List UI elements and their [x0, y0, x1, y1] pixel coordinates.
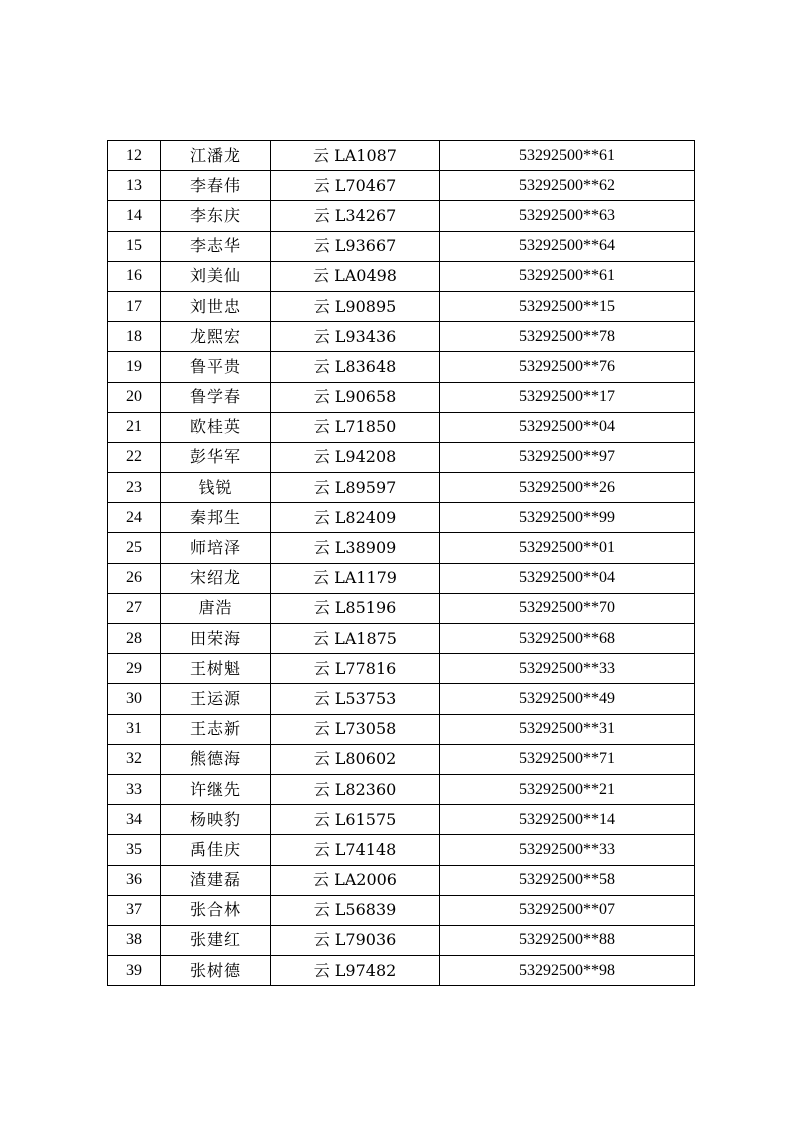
license-plate: 云 LA1179: [271, 563, 440, 593]
row-number: 28: [108, 624, 161, 654]
person-name: 师培泽: [161, 533, 271, 563]
person-name: 熊德海: [161, 744, 271, 774]
person-name: 许继先: [161, 774, 271, 804]
row-number: 32: [108, 744, 161, 774]
id-number: 53292500**07: [440, 895, 695, 925]
license-plate: 云 L73058: [271, 714, 440, 744]
id-number: 53292500**33: [440, 654, 695, 684]
table-row: [108, 865, 695, 895]
table-row: [108, 473, 695, 503]
id-number: 53292500**04: [440, 412, 695, 442]
license-plate: 云 L34267: [271, 201, 440, 231]
row-number: 36: [108, 865, 161, 895]
table-row: [108, 261, 695, 291]
id-number: 53292500**62: [440, 171, 695, 201]
license-plate: 云 L85196: [271, 593, 440, 623]
table-row: [108, 925, 695, 955]
id-number: 53292500**88: [440, 925, 695, 955]
id-number: 53292500**31: [440, 714, 695, 744]
table-row: [108, 684, 695, 714]
row-number: 30: [108, 684, 161, 714]
id-number: 53292500**49: [440, 684, 695, 714]
person-name: 鲁学春: [161, 382, 271, 412]
table-row: [108, 171, 695, 201]
license-plate: 云 LA0498: [271, 261, 440, 291]
table-row: [108, 654, 695, 684]
person-name: 张建红: [161, 925, 271, 955]
license-plate: 云 L70467: [271, 171, 440, 201]
license-plate: 云 L83648: [271, 352, 440, 382]
person-name: 李志华: [161, 231, 271, 261]
row-number: 19: [108, 352, 161, 382]
table-row: [108, 382, 695, 412]
roster-table: [107, 140, 695, 986]
person-name: 刘美仙: [161, 261, 271, 291]
table-row: [108, 774, 695, 804]
row-number: 21: [108, 412, 161, 442]
person-name: 钱锐: [161, 473, 271, 503]
id-number: 53292500**17: [440, 382, 695, 412]
license-plate: 云 L90895: [271, 291, 440, 321]
id-number: 53292500**15: [440, 291, 695, 321]
table-row: [108, 593, 695, 623]
license-plate: 云 L93667: [271, 231, 440, 261]
table-row: [108, 563, 695, 593]
id-number: 53292500**78: [440, 322, 695, 352]
id-number: 53292500**63: [440, 201, 695, 231]
person-name: 秦邦生: [161, 503, 271, 533]
person-name: 田荣海: [161, 624, 271, 654]
table-row: [108, 895, 695, 925]
row-number: 22: [108, 442, 161, 472]
person-name: 张合林: [161, 895, 271, 925]
row-number: 38: [108, 925, 161, 955]
table-row: [108, 291, 695, 321]
person-name: 江潘龙: [161, 141, 271, 171]
license-plate: 云 L61575: [271, 805, 440, 835]
id-number: 53292500**68: [440, 624, 695, 654]
person-name: 宋绍龙: [161, 563, 271, 593]
person-name: 唐浩: [161, 593, 271, 623]
table-row: [108, 533, 695, 563]
id-number: 53292500**98: [440, 956, 695, 986]
person-name: 龙熙宏: [161, 322, 271, 352]
id-number: 53292500**58: [440, 865, 695, 895]
license-plate: 云 L77816: [271, 654, 440, 684]
table-row: [108, 503, 695, 533]
id-number: 53292500**70: [440, 593, 695, 623]
row-number: 29: [108, 654, 161, 684]
id-number: 53292500**61: [440, 261, 695, 291]
row-number: 27: [108, 593, 161, 623]
row-number: 15: [108, 231, 161, 261]
id-number: 53292500**97: [440, 442, 695, 472]
table-row: [108, 442, 695, 472]
license-plate: 云 L97482: [271, 956, 440, 986]
roster-table-body: [108, 141, 695, 986]
row-number: 16: [108, 261, 161, 291]
license-plate: 云 LA1875: [271, 624, 440, 654]
person-name: 张树德: [161, 956, 271, 986]
license-plate: 云 L93436: [271, 322, 440, 352]
person-name: 李东庆: [161, 201, 271, 231]
person-name: 刘世忠: [161, 291, 271, 321]
person-name: 王志新: [161, 714, 271, 744]
license-plate: 云 L80602: [271, 744, 440, 774]
row-number: 18: [108, 322, 161, 352]
id-number: 53292500**61: [440, 141, 695, 171]
person-name: 禹佳庆: [161, 835, 271, 865]
license-plate: 云 L82409: [271, 503, 440, 533]
table-row: [108, 352, 695, 382]
row-number: 25: [108, 533, 161, 563]
row-number: 23: [108, 473, 161, 503]
row-number: 31: [108, 714, 161, 744]
row-number: 39: [108, 956, 161, 986]
person-name: 彭华军: [161, 442, 271, 472]
id-number: 53292500**04: [440, 563, 695, 593]
license-plate: 云 L74148: [271, 835, 440, 865]
table-row: [108, 744, 695, 774]
license-plate: 云 L71850: [271, 412, 440, 442]
id-number: 53292500**21: [440, 774, 695, 804]
table-row: [108, 624, 695, 654]
id-number: 53292500**14: [440, 805, 695, 835]
table-row: [108, 201, 695, 231]
person-name: 鲁平贵: [161, 352, 271, 382]
id-number: 53292500**64: [440, 231, 695, 261]
license-plate: 云 L53753: [271, 684, 440, 714]
table-row: [108, 231, 695, 261]
license-plate: 云 L94208: [271, 442, 440, 472]
table-row: [108, 412, 695, 442]
id-number: 53292500**01: [440, 533, 695, 563]
row-number: 33: [108, 774, 161, 804]
person-name: 李春伟: [161, 171, 271, 201]
person-name: 王运源: [161, 684, 271, 714]
id-number: 53292500**76: [440, 352, 695, 382]
license-plate: 云 L79036: [271, 925, 440, 955]
license-plate: 云 LA2006: [271, 865, 440, 895]
id-number: 53292500**71: [440, 744, 695, 774]
person-name: 渣建磊: [161, 865, 271, 895]
table-row: [108, 141, 695, 171]
table-row: [108, 835, 695, 865]
id-number: 53292500**33: [440, 835, 695, 865]
person-name: 王树魁: [161, 654, 271, 684]
table-row: [108, 956, 695, 986]
person-name: 杨映豹: [161, 805, 271, 835]
person-name: 欧桂英: [161, 412, 271, 442]
table-row: [108, 714, 695, 744]
table-row: [108, 805, 695, 835]
license-plate: 云 L89597: [271, 473, 440, 503]
row-number: 24: [108, 503, 161, 533]
license-plate: 云 LA1087: [271, 141, 440, 171]
license-plate: 云 L90658: [271, 382, 440, 412]
license-plate: 云 L82360: [271, 774, 440, 804]
row-number: 14: [108, 201, 161, 231]
row-number: 26: [108, 563, 161, 593]
row-number: 13: [108, 171, 161, 201]
row-number: 37: [108, 895, 161, 925]
id-number: 53292500**26: [440, 473, 695, 503]
table-row: [108, 322, 695, 352]
id-number: 53292500**99: [440, 503, 695, 533]
row-number: 35: [108, 835, 161, 865]
row-number: 17: [108, 291, 161, 321]
license-plate: 云 L56839: [271, 895, 440, 925]
license-plate: 云 L38909: [271, 533, 440, 563]
row-number: 12: [108, 141, 161, 171]
row-number: 20: [108, 382, 161, 412]
row-number: 34: [108, 805, 161, 835]
